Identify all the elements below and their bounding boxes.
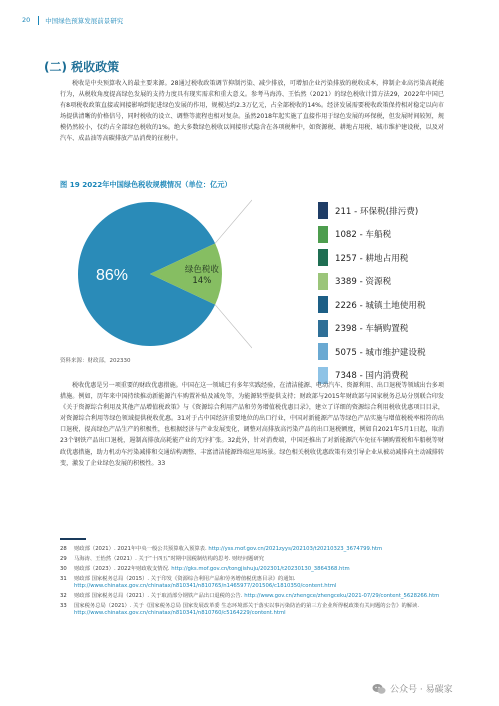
- legend-swatch: [318, 226, 328, 243]
- footnote-text: [74, 566, 452, 573]
- footnote-number: 33: [60, 603, 67, 610]
- legend-swatch: [318, 202, 328, 219]
- body-paragraph-2: 税收优惠是另一项重要的财政优惠措施。中国在这一领域已有多年实践经验，在清洁能源、电动汽车、资源利用、出口退税等领域出台多项措施。例如，历年来中国持续推动新能源汽车购置补贴及减免等，为能源转型提供支持；财政部与2015年财政部与国家税务总局分别联合印发《关于资源综合利用及其他产品增值税政策》与《资源综合利用产品和劳务增值税优惠目录》，建立了详细的资源综合利用税收优惠项目目录，对资源综合利用等绿色领域提供税收优惠。31对于占中国经济重要地位的出口行业，中国对新能源产品等绿色产品实施与增值税税率相符的出口退税，提高绿色产品生产的积极性，也根据经济与产业发展变化，调整对高排放高污染产品的出口退税额度，例如自2021年5月1日起，取消23个钢铁产品出口退税，遏制高排放高耗能产业的无序扩张。32此外，针对消费端，中国还推出了对新能源汽车免征车辆购置税和车船税等财政优惠措施，助力机动车污染减排和交通结构调整、丰富清洁能源终端应用场景。绿色相关税收优惠政策有效引导企业从被动减排向主动减排转变，激发了企业绿色发展的积极性。33: [60, 382, 444, 467]
- pie-chart: [52, 192, 252, 352]
- footnote-link[interactable]: http://www.chinatax.gov.cn/chinatax/n810341/n810760/c5164229/content.html: [74, 610, 286, 617]
- pie-label-green-percent: 14%: [192, 276, 212, 286]
- watermark: [372, 682, 453, 695]
- footnote-text: [74, 556, 452, 563]
- legend-swatch: [318, 249, 328, 266]
- running-header: [22, 13, 123, 27]
- footnote-number: 28: [60, 546, 67, 552]
- section-title: (二) 税收政策: [44, 60, 120, 74]
- footnote-text: [74, 546, 452, 553]
- legend-swatch: [318, 320, 328, 337]
- footnotes: [60, 546, 452, 620]
- footnote-citation: 财政部（2021）. 2021年中央一般公共预算收入预算表.: [74, 546, 207, 552]
- pie-label-non-green-percent: 86%: [95, 267, 129, 284]
- pie-chart-svg: [52, 192, 252, 352]
- figure-title: 图 19 2022年中国绿色税收规模情况（单位：亿元）: [60, 180, 232, 189]
- callout-line: [215, 305, 252, 348]
- footnote-number: 32: [60, 593, 67, 600]
- footnote-rule: [60, 538, 86, 540]
- legend-label: 5075 - 城市维护建设税: [335, 347, 426, 358]
- footnote-item: [60, 566, 452, 573]
- legend-label: 1082 - 车船税: [335, 230, 392, 241]
- footnote-number: 31: [60, 576, 67, 582]
- footnote-link[interactable]: http://www.gov.cn/zhengce/zhengceku/2021-07/29/content_5628266.htm: [244, 593, 440, 600]
- footnote-number: 29: [60, 556, 67, 562]
- legend-item: [318, 223, 458, 247]
- footnote-citation: 财政部 国家税务总局（2015）. 关于印发《资源综合利用产品和劳务增值税优惠目录》的通知.: [74, 576, 296, 582]
- legend-label: 211 - 环保税(排污费): [335, 206, 419, 217]
- legend-item: [318, 270, 458, 294]
- header-divider: [38, 16, 39, 25]
- footnote-item: [60, 593, 452, 600]
- footnote-item: [60, 603, 452, 617]
- footnote-citation: 国家税务总局（2021）. 关于《国家税务总局 国家发展改革委 生态环境部关于落实以事污染防治的第三方企业所得税政策有关问题的公告》的解读.: [74, 603, 420, 610]
- footnote-citation: 马海涛、王怡然（2021）. 关于“十四五”时期中国税制结构的思考. 财经问题研究: [74, 556, 264, 562]
- legend-item: [318, 199, 458, 223]
- legend-item: [318, 293, 458, 317]
- watermark-text: 公众号 · 易碳家: [390, 685, 453, 695]
- figure-source: 资料来源：财政部，202330: [60, 358, 131, 364]
- legend-label: 3389 - 资源税: [335, 277, 392, 288]
- footnote-citation: 财政部（2023）. 2022年财政收支情况.: [74, 566, 170, 572]
- legend-label: 2226 - 城镇土地使用税: [335, 300, 426, 311]
- legend-label: 1257 - 耕地占用税: [335, 253, 409, 264]
- page-number: 20: [22, 16, 31, 24]
- legend-label: 7348 - 国内消费税: [335, 371, 409, 382]
- body-paragraph-1: 税收是中央预算收入的最主要来源。28通过税收政策调节抑制污染、减少排放，可增加企业污染排放的税收成本，抑制企业高污染高耗能行为，从税收角度提高绿色发展的支持力度具有现实需求和重大意义。参考马海涛、王怡然（2021）的绿色税收计算方法29，2022年中国已有8项税收政策直接或间接影响到促进绿色发展的作用，规模达约2.3万亿元，占全部税收的14%。经济发展需要税收政策保持相对稳定以向市场提供清晰的价格信号，同时税收的设立、调整等流程也相对复杂。虽然2018年起实施了直接作用于绿色发展的环保税，但发展时间较短，规模仍然较小，仅约占全部绿色税收的1%。绝大多数绿色税收以间接形式隐含在各项税种中，如资源税、耕地占用税、城市维护建设税，以及对汽车、成品油等高碳排放产品消费的征税中。: [60, 80, 444, 143]
- footnote-link[interactable]: http://yss.mof.gov.cn/2021zyys/202103/t20210323_3674799.htm: [208, 546, 383, 552]
- footnote-number: 30: [60, 566, 67, 572]
- legend-swatch: [318, 273, 328, 290]
- footnote-link[interactable]: http://gks.mof.gov.cn/tongjishuju/202301/t20230130_3864368.htm: [171, 566, 350, 572]
- legend-label: 2398 - 车辆购置税: [335, 324, 409, 335]
- legend-swatch: [318, 296, 328, 313]
- pie-label-green-name: 绿色税收: [184, 265, 219, 275]
- footnote-text: [74, 576, 452, 590]
- running-title: 中国绿色预算发展前景研究: [45, 16, 124, 25]
- callout-line: [215, 200, 252, 243]
- legend-item: [318, 317, 458, 341]
- wechat-icon: [372, 683, 386, 695]
- footnote-item: [60, 576, 452, 590]
- footnote-text: [74, 593, 452, 600]
- legend-swatch: [318, 343, 328, 360]
- footnote-link[interactable]: http://www.chinatax.gov.cn/chinatax/n810341/n810765/n1465977/201506/c1810350/content.html: [74, 583, 337, 590]
- footnote-item: [60, 556, 452, 563]
- legend-item: [318, 246, 458, 270]
- breakdown-legend: [318, 199, 458, 387]
- footnote-citation: 财政部 国家税务总局（2021）. 关于取消部分钢铁产品出口退税的公告.: [74, 593, 243, 600]
- legend-item: [318, 340, 458, 364]
- footnote-item: [60, 546, 452, 553]
- footnote-text: [74, 603, 452, 617]
